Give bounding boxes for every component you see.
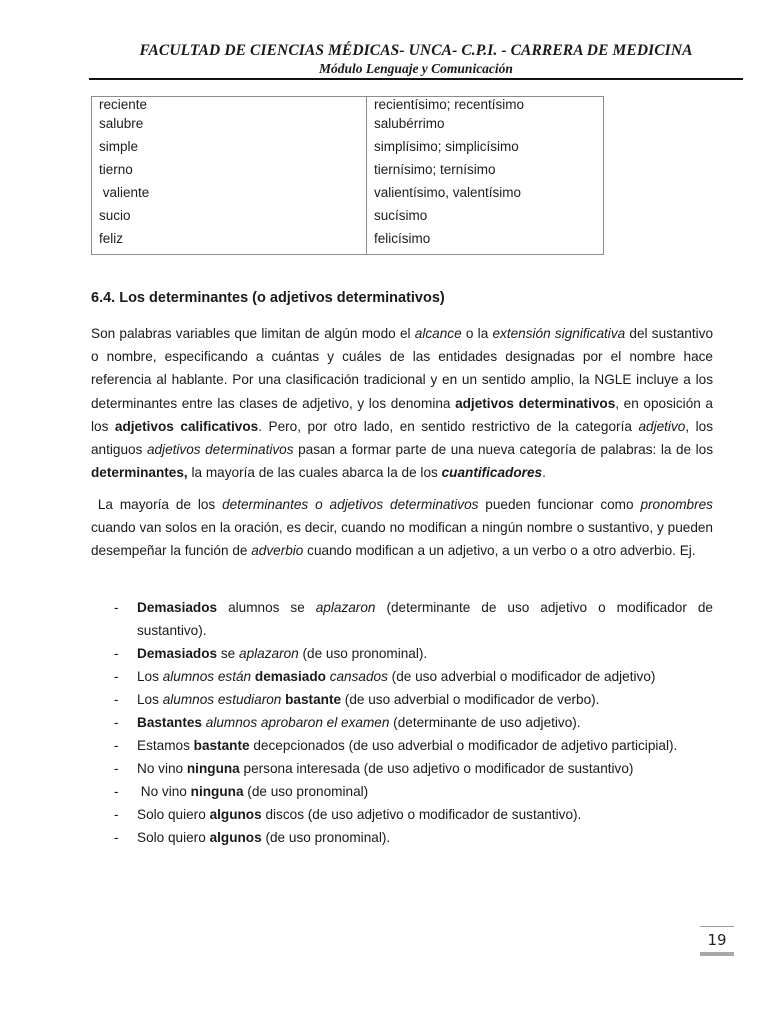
italic-term: alumnos están [162, 669, 252, 684]
italic-term: aplazaron [239, 646, 299, 661]
bullet-dash: - [114, 646, 119, 661]
page-header [90, 41, 742, 77]
text: . Pero, por otro lado, en sentido restrictivo de la categoría [258, 418, 639, 434]
text: (determinante de uso adjetivo). [389, 715, 581, 730]
text: Solo quiero [137, 807, 210, 822]
table-row [92, 112, 604, 135]
bullet-dash: - [114, 715, 119, 730]
text: (de uso pronominal). [261, 830, 391, 845]
bullet-dash: - [114, 830, 119, 845]
text: Estamos [137, 738, 194, 753]
text: persona interesada (de uso adjetivo o modificador de sustantivo) [239, 761, 634, 776]
text: (de uso adverbial o modificador de verbo). [341, 692, 600, 707]
italic-term: aplazaron [315, 600, 376, 615]
list-item [111, 803, 713, 826]
table-row [92, 204, 604, 227]
italic-term: adjetivo [638, 418, 686, 434]
text: cuando modifican a un adjetivo, a un verbo o a otro adverbio. Ej. [303, 543, 696, 559]
bullet-dash: - [114, 784, 119, 799]
bold-italic-term: cuantificadores [441, 465, 543, 481]
text: pasan a formar parte de una nueva categoría de palabras: la de los [293, 442, 714, 458]
superlative-cell: valientísimo, valentísimo [374, 185, 522, 200]
italic-term: cansados [329, 669, 388, 684]
bold-term: adjetivos determinativos [455, 395, 616, 411]
page-number-top-rule [700, 926, 734, 927]
bullet-dash: - [114, 600, 119, 615]
italic-term: alumnos estudiaron [162, 692, 282, 707]
text: o la [461, 326, 493, 341]
bold-term: algunos [209, 830, 262, 845]
italic-term: extensión significativa [492, 326, 626, 341]
italic-term: alcance [414, 326, 462, 341]
bold-term: Demasiados [137, 646, 218, 661]
page-number-bottom-rule [700, 952, 734, 956]
text: (determinante de uso adjetivo o modificador de sustantivo). [137, 600, 713, 638]
superlatives-table [91, 96, 604, 255]
list-item [111, 826, 713, 849]
bold-term: bastante [285, 692, 342, 707]
text: No vino [137, 784, 191, 799]
text: , los antiguos [91, 418, 714, 458]
header-subtitle: Módulo Lenguaje y Comunicación [319, 61, 513, 76]
bold-term: adjetivos calificativos [114, 418, 259, 434]
text: Los [137, 669, 163, 684]
adjective-cell: simple [92, 135, 367, 158]
bullet-dash: - [114, 669, 119, 684]
list-item [111, 734, 713, 757]
bold-term: demasiado [254, 669, 326, 684]
superlative-cell: simplísimo; simplicísimo [374, 139, 519, 154]
list-item [111, 642, 713, 665]
table-row [92, 135, 604, 158]
text: discos (de uso adjetivo o modificador de sustantivo). [261, 807, 582, 822]
list-item [111, 757, 713, 780]
table-row [92, 158, 604, 181]
adjective-cell: sucio [92, 204, 367, 227]
table-row [92, 97, 604, 113]
bold-term: ninguna [190, 784, 244, 799]
text: la mayoría de las cuales abarca la de los [187, 465, 442, 481]
text: pueden funcionar como [478, 497, 641, 512]
text: alumnos se [217, 600, 316, 615]
bold-term: algunos [209, 807, 262, 822]
text: cuando van solos en la oración, es decir, cuando no modifican a ningún nombre o sustantivo, y pueden desempeñar la función de [91, 520, 713, 559]
list-item [111, 711, 713, 734]
superlative-cell: salubérrimo [374, 116, 445, 131]
adjective-cell: salubre [92, 112, 367, 135]
page-number-box [700, 926, 734, 956]
text: . [542, 465, 546, 481]
table-row [92, 227, 604, 255]
list-item [111, 688, 713, 711]
text: La mayoría de los [91, 497, 223, 512]
text: (de uso pronominal) [243, 784, 369, 799]
bold-term: ninguna [186, 761, 240, 776]
bold-term: bastante [193, 738, 250, 753]
header-divider [89, 78, 743, 80]
list-item [111, 780, 713, 803]
adjective-cell: reciente [92, 97, 367, 113]
text: Solo quiero [137, 830, 210, 845]
bullet-dash: - [114, 738, 119, 753]
bold-term: Demasiados [137, 600, 218, 615]
text: Los [137, 692, 163, 707]
examples-list [111, 596, 713, 849]
text: Son palabras variables que limitan de algún modo el [91, 326, 415, 341]
bullet-dash: - [114, 692, 119, 707]
italic-term: adverbio [251, 543, 304, 559]
bold-term: Bastantes [137, 715, 202, 730]
list-item [111, 665, 713, 688]
header-title: FACULTAD DE CIENCIAS MÉDICAS- UNCA- C.P.I. - CARRERA DE MEDICINA [139, 42, 693, 59]
text: del sustantivo o nombre, especificando a cuántas y cuáles de las entidades designadas por el nombre hace referencia al hablante. Por una clasificación tradicional y en un sentido amplio, la NGLE incluye a los determinantes entre las clases de adjetivo, y los denomina [91, 326, 714, 411]
adjective-cell: valiente [92, 181, 367, 204]
italic-term: determinantes o adjetivos determinativos [222, 497, 479, 512]
adjective-cell: feliz [92, 227, 367, 255]
superlative-cell: sucísimo [374, 208, 428, 223]
superlative-cell: felicísimo [374, 231, 431, 246]
adjective-cell: tierno [92, 158, 367, 181]
text: se [217, 646, 240, 661]
italic-term: alumnos aprobaron el examen [205, 715, 390, 730]
text: decepcionados (de uso adverbial o modificador de adjetivo participial). [249, 738, 678, 753]
superlative-cell: tiernísimo; ternísimo [374, 162, 496, 177]
text: , en oposición a los [91, 395, 713, 434]
bullet-dash: - [114, 761, 119, 776]
table-row [92, 181, 604, 204]
text: (de uso adverbial o modificador de adjetivo) [387, 669, 656, 684]
italic-term: pronombres [640, 497, 713, 512]
bold-term: determinantes, [91, 465, 188, 481]
paragraph-functions [91, 493, 713, 563]
section-heading: 6.4. Los determinantes (o adjetivos determinativos) [91, 290, 445, 306]
bullet-dash: - [114, 807, 119, 822]
list-item [111, 596, 713, 642]
paragraph-definition [91, 322, 713, 484]
text: No vino [137, 761, 187, 776]
text: (de uso pronominal). [298, 646, 428, 661]
superlative-cell: recientísimo; recentísimo [374, 97, 525, 112]
italic-term: adjetivos determinativos [146, 442, 294, 458]
page-number: 19 [707, 931, 727, 949]
